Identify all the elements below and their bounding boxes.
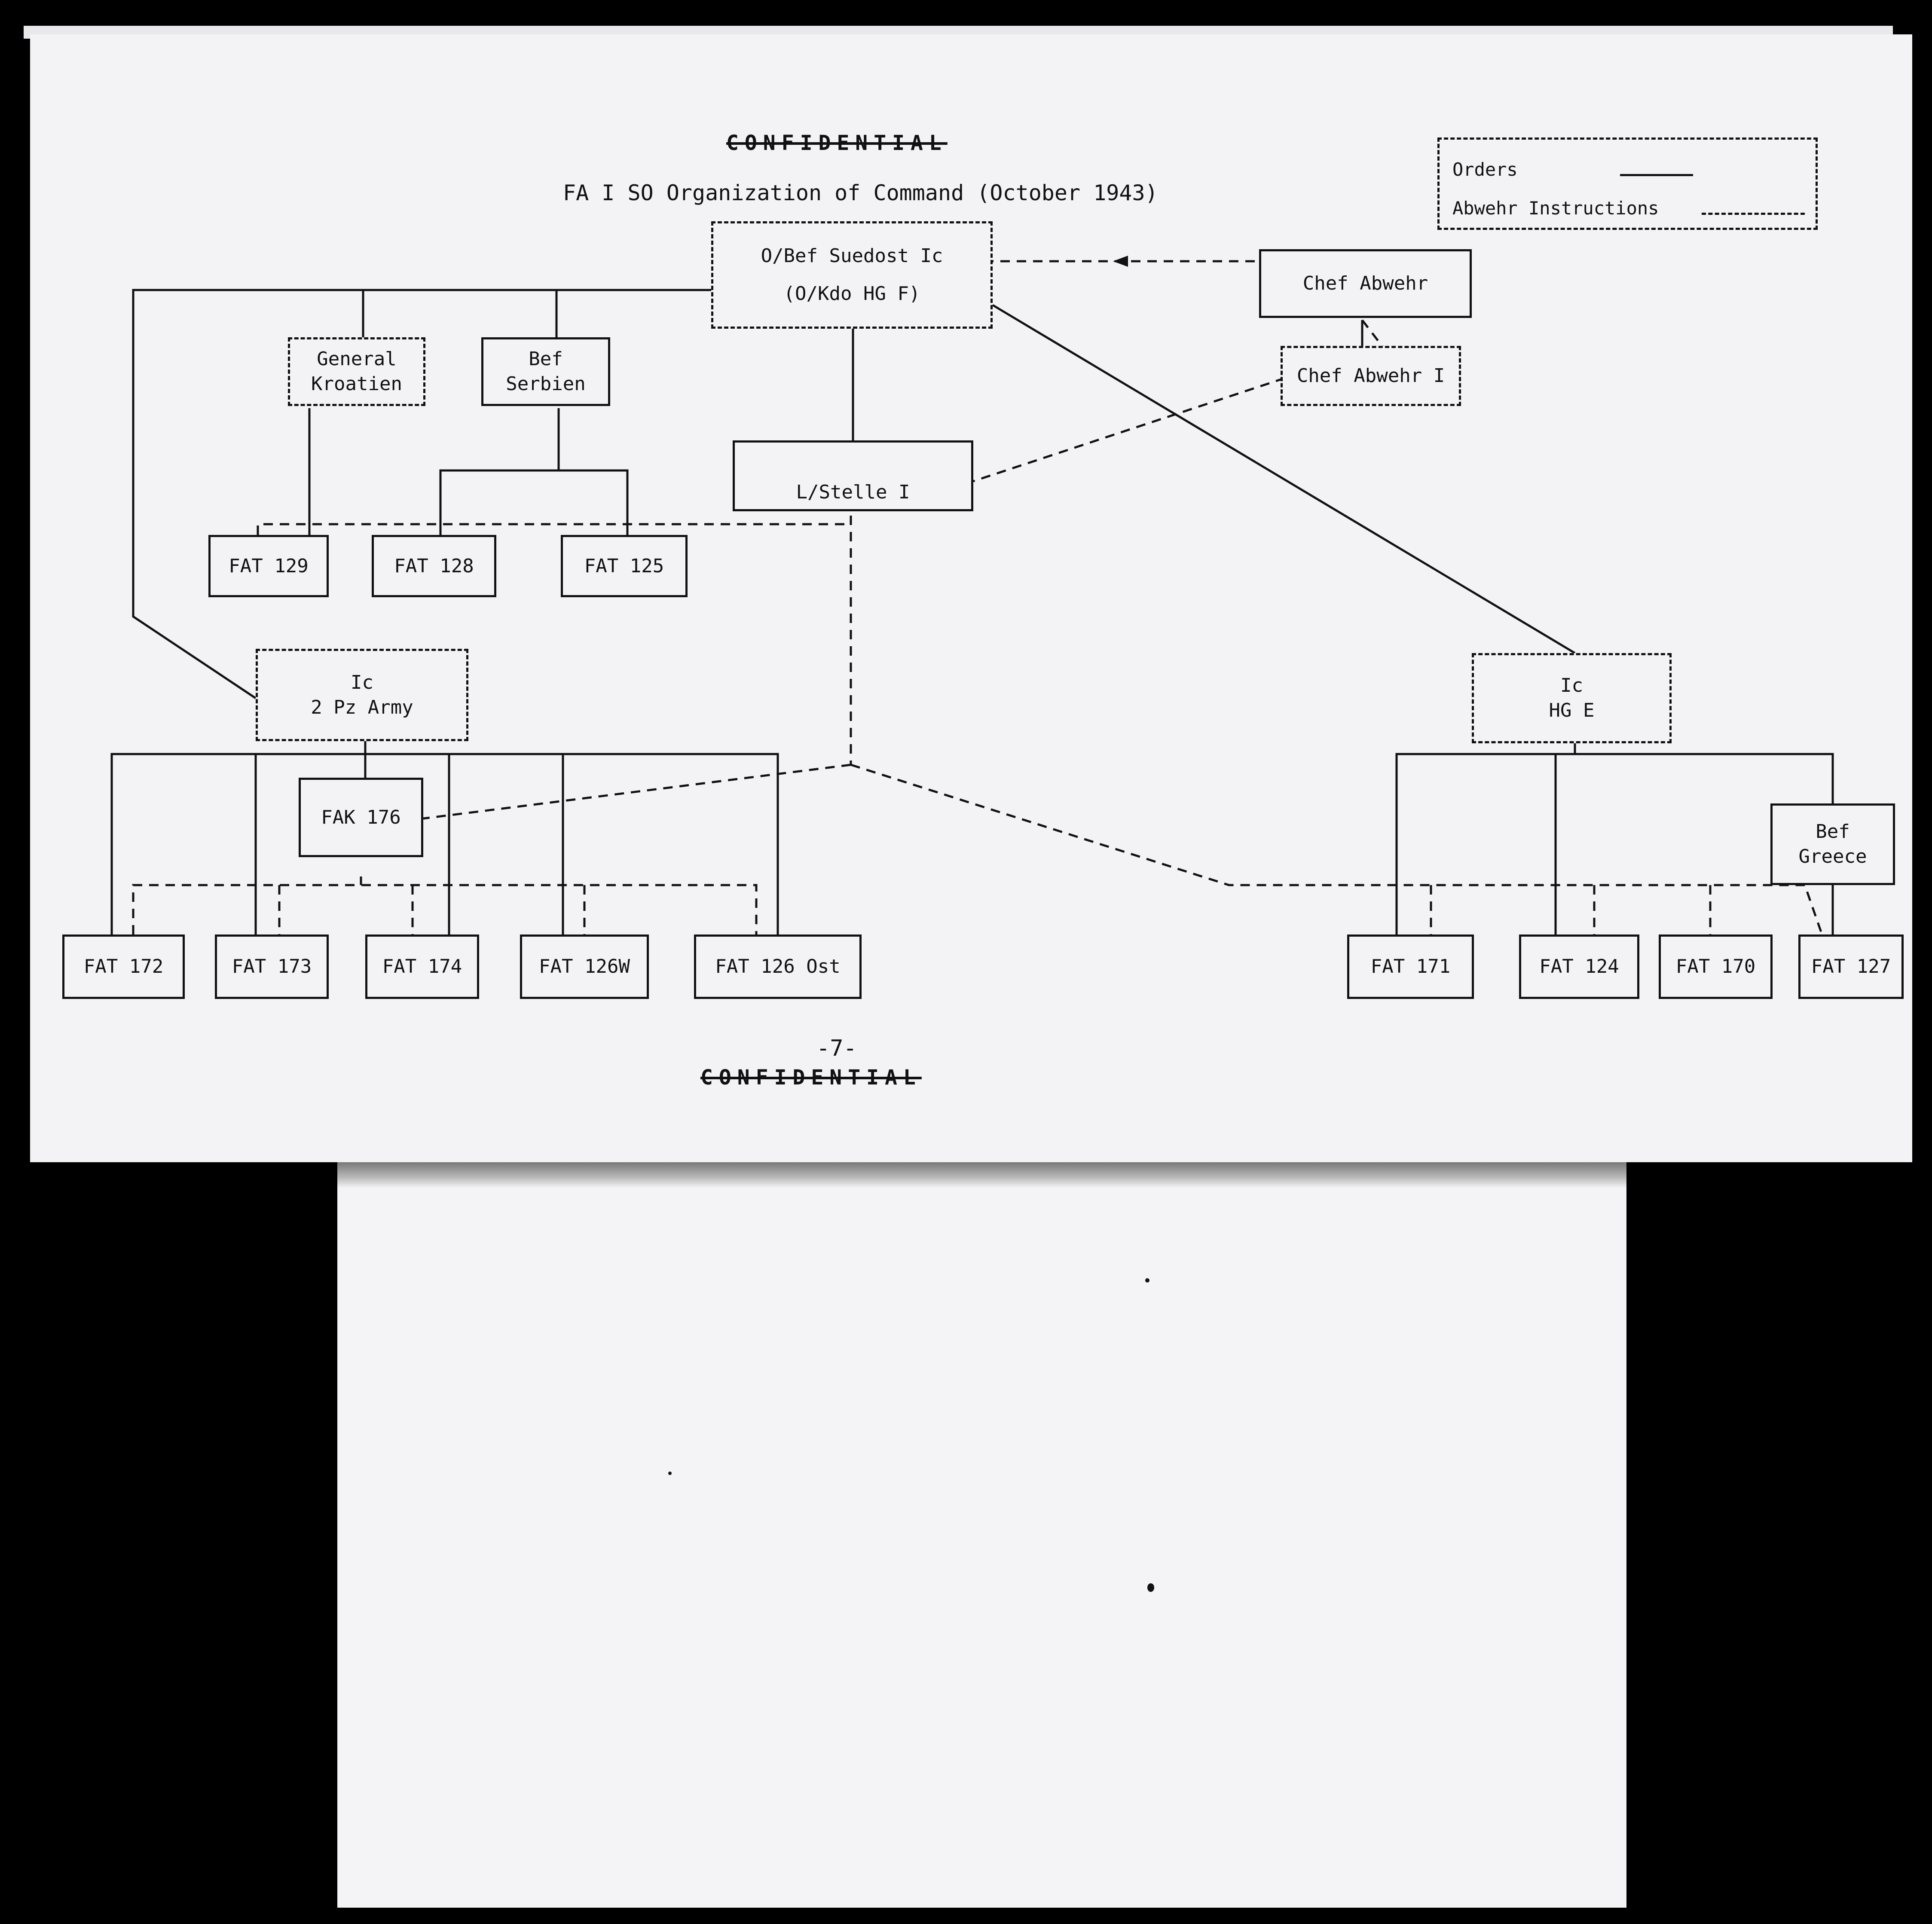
legend-orders-line — [1620, 174, 1693, 176]
node-fat173 — [215, 935, 329, 999]
node-fat170 — [1659, 935, 1773, 999]
node-label: Ic — [1560, 675, 1583, 696]
node-label: 2 Pz Army — [311, 696, 413, 718]
node-fak176 — [299, 778, 423, 857]
node-label: FAT 174 — [382, 956, 462, 977]
node-label: L/Stelle I — [796, 481, 910, 503]
node-fat171 — [1347, 935, 1474, 999]
node-fat126-ost — [694, 935, 862, 999]
node-label: Chef Abwehr I — [1296, 365, 1445, 387]
legend-orders-label: Orders — [1452, 159, 1518, 180]
node-fat174 — [365, 935, 479, 999]
node-fat124 — [1519, 935, 1639, 999]
node-chef-abwehr-i — [1281, 346, 1461, 406]
node-label: (O/Kdo HG F) — [783, 283, 920, 305]
node-label: FAT 172 — [83, 956, 164, 977]
node-label: Ic — [351, 671, 373, 693]
node-label: FAT 128 — [394, 555, 474, 577]
node-fat128 — [372, 535, 496, 597]
node-label: Bef — [529, 348, 563, 370]
node-label: FAK 176 — [321, 806, 401, 828]
node-label: FAT 124 — [1539, 956, 1619, 977]
node-lstelle — [733, 440, 973, 511]
node-label: O/Bef Suedost Ic — [761, 245, 943, 267]
node-label: FAT 129 — [229, 555, 309, 577]
node-label: Serbien — [506, 373, 586, 395]
scan-speck — [1147, 1583, 1154, 1592]
node-fat125 — [561, 535, 688, 597]
node-label: FAT 171 — [1370, 956, 1451, 977]
page-number: -7- — [816, 1035, 857, 1061]
arrowhead-icon — [1113, 256, 1128, 267]
node-label: FAT 173 — [232, 956, 312, 977]
node-label: FAT 126 Ost — [715, 956, 841, 977]
node-fat127 — [1798, 935, 1904, 999]
node-fat126w — [520, 935, 649, 999]
scan-speck — [1145, 1278, 1149, 1283]
node-label: FAT 170 — [1675, 956, 1756, 977]
legend-abwehr-line — [1702, 213, 1805, 215]
node-label: Chef Abwehr — [1302, 272, 1428, 294]
node-ic-hg-e — [1472, 653, 1672, 743]
scan-speck — [668, 1472, 672, 1475]
node-fat129 — [208, 535, 329, 597]
node-chef-abwehr — [1259, 249, 1472, 318]
node-label: FAT 126W — [539, 956, 630, 977]
node-label: Greece — [1798, 846, 1867, 867]
legend — [1437, 137, 1818, 230]
classification-bottom: CONFIDENTIAL — [700, 1066, 922, 1090]
node-obef-suedost — [711, 221, 993, 329]
node-general-kroatien — [288, 337, 425, 406]
node-label: FAT 127 — [1811, 956, 1891, 977]
node-label: HG E — [1549, 699, 1595, 721]
diagram-title: FA I SO Organization of Command (October 1943) — [563, 180, 1158, 205]
node-bef-serbien — [481, 337, 610, 406]
node-label: Bef — [1816, 821, 1850, 843]
node-label: Kroatien — [311, 373, 402, 395]
node-ic-2pz-army — [256, 649, 468, 741]
node-label: General — [317, 348, 397, 370]
node-label: FAT 125 — [584, 555, 664, 577]
classification-top: CONFIDENTIAL — [726, 131, 948, 155]
node-bef-greece — [1770, 803, 1895, 885]
legend-abwehr-label: Abwehr Instructions — [1452, 198, 1659, 219]
node-fat172 — [62, 935, 185, 999]
